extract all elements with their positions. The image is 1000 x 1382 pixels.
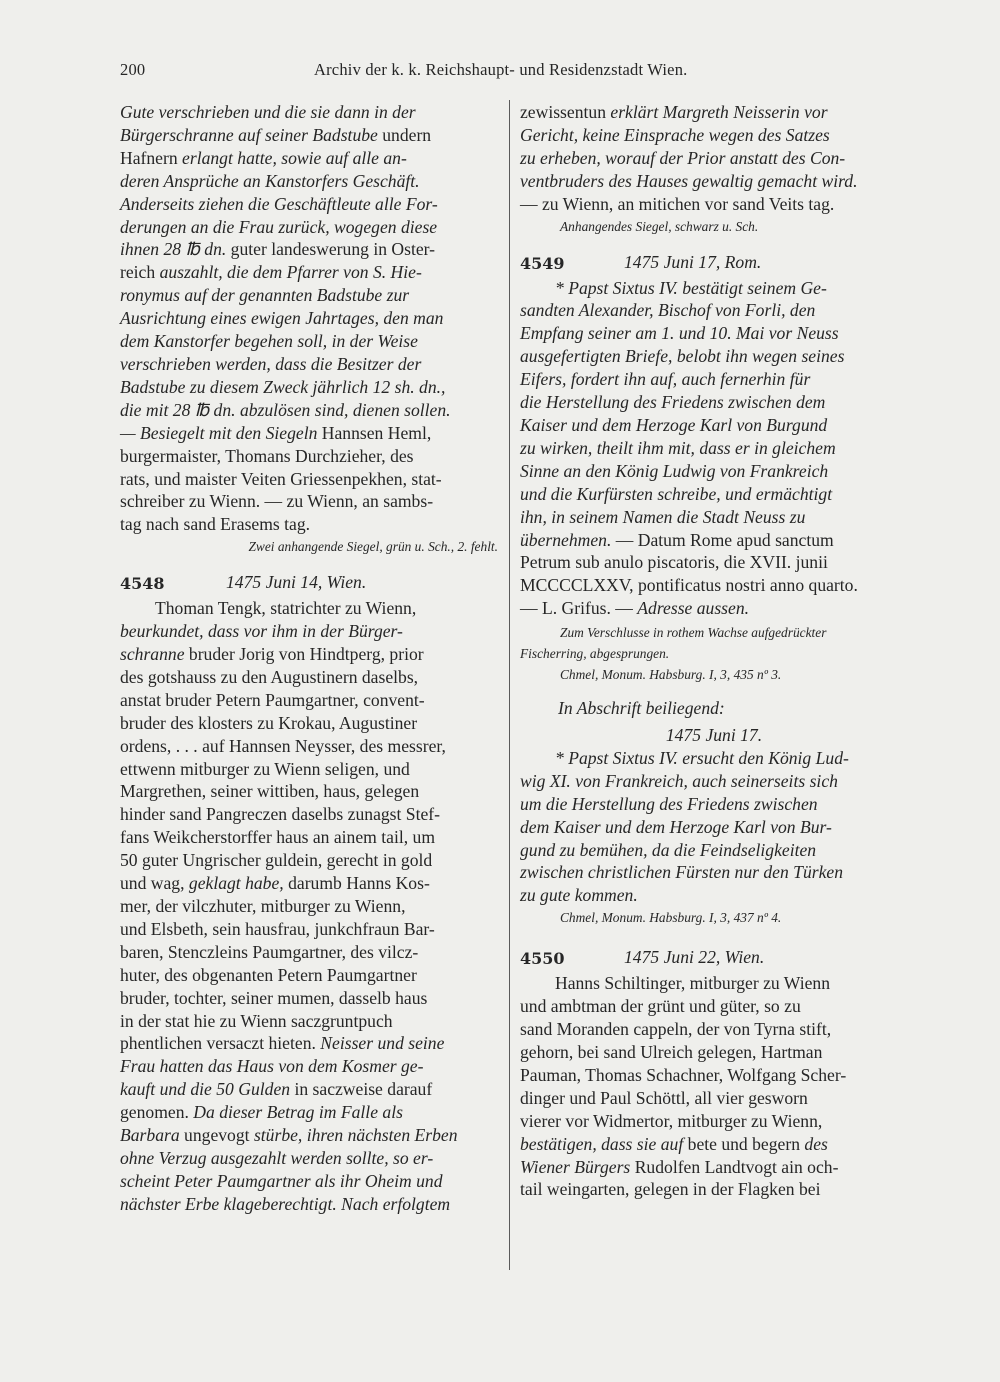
- text-line: Kaiser und dem Herzoge Karl von Burgund: [520, 414, 828, 435]
- text-line: Sinne an den König Ludwig von Frankreich: [520, 460, 829, 481]
- text-line: * Papst Sixtus IV. ersucht den König Lud-: [555, 747, 849, 768]
- text-line: Hafnern erlangt hatte, sowie auf alle an-: [120, 147, 407, 168]
- entry-number: 4549: [520, 253, 565, 273]
- text-line: vierer vor Widmertor, mitburger zu Wienn,: [520, 1110, 823, 1131]
- entry-header: [520, 251, 908, 275]
- column-divider: [509, 100, 510, 1270]
- text-line: ihn, in seinem Namen die Stadt Neuss zu: [520, 506, 806, 527]
- text-line: — L. Grifus. — Adresse aussen.: [520, 598, 750, 619]
- page-header: [120, 60, 900, 86]
- source-reference: Chmel, Monum. Habsburg. I, 3, 437 nº 4.: [560, 910, 782, 926]
- text-line: Frau hatten das Haus von dem Kosmer ge-: [120, 1056, 424, 1077]
- entry-header: [120, 571, 498, 595]
- text-line: ettwenn mitburger zu Wienn seligen, und: [120, 758, 410, 779]
- text-line: sand Moranden cappeln, der von Tyrna stift,: [520, 1019, 832, 1040]
- text-line: gehorn, bei sand Ulreich gelegen, Hartman: [520, 1042, 823, 1062]
- text-line: des gotshauss zu den Augustinern daselbs,: [120, 666, 419, 687]
- text-line: und ambtman der grünt und güter, so zu: [520, 996, 801, 1017]
- text-line: reich auszahlt, die dem Pfarrer von S. Hie-: [120, 262, 422, 283]
- text-line: schreiber zu Wienn. — zu Wienn, an sambs-: [120, 491, 434, 512]
- source-reference: Chmel, Monum. Habsburg. I, 3, 435 nº 3.: [560, 667, 782, 683]
- text-line: Bürgerschranne auf seiner Badstube undern: [120, 124, 432, 145]
- text-line: genomen. Da dieser Betrag im Falle als: [120, 1102, 403, 1123]
- entry-header: [520, 946, 908, 970]
- text-line: Eifers, fordert ihn auf, auch fernerhin für: [520, 369, 811, 390]
- text-line: anstat bruder Petern Paumgartner, convent-: [120, 689, 425, 710]
- text-line: in der stat hie zu Wienn saczgruntpuch: [120, 1010, 393, 1031]
- text-line: Gericht, keine Einsprache wegen des Satzes: [520, 124, 830, 145]
- text-line: Pauman, Thomas Schachner, Wolfgang Scher-: [520, 1064, 847, 1085]
- text-line: mer, der vilczhuter, mitburger zu Wienn,: [120, 896, 406, 916]
- text-line: hinder sand Pangreczen daselbs zunagst Stef-: [120, 804, 441, 825]
- entry-4549: [520, 251, 908, 929]
- text-line: tail weingarten, gelegen in der Flagken bei: [520, 1179, 821, 1200]
- text-line: burgermaister, Thomans Durchzieher, des: [120, 445, 414, 466]
- text-line: Badstube zu diesem Zweck jährlich 12 sh. dn.,: [120, 376, 446, 397]
- text-line: Ausrichtung eines ewigen Jahrtages, den man: [120, 308, 444, 329]
- entry-date: 1475 Juni 17, Rom.: [624, 251, 762, 272]
- text-line: dinger und Paul Schöttl, all vier gesworn: [520, 1087, 808, 1108]
- text-line: bestätigen, dass sie auf bete und begern des: [520, 1133, 828, 1154]
- text-line: zwischen christlichen Fürsten nur den Türken: [520, 862, 844, 883]
- text-line: und die Kurfürsten schreibe, und ermächtigt: [520, 483, 833, 504]
- text-line: die mit 28 ℔ dn. abzulösen sind, dienen sollen.: [120, 399, 451, 420]
- text-line: ohne Verzug ausgezahlt werden sollte, so er-: [120, 1147, 434, 1168]
- entry-4547-continuation: [120, 101, 498, 557]
- entry-4548: [120, 571, 498, 1215]
- text-line: und wag, geklagt habe, darumb Hanns Kos-: [120, 873, 430, 894]
- entry-number: 4550: [520, 949, 565, 969]
- seal-note: Anhangendes Siegel, schwarz u. Sch.: [560, 218, 759, 234]
- text-line: tag nach sand Erasems tag.: [120, 514, 311, 535]
- text-line: ihnen 28 ℔ dn. guter landeswerung in Oster-: [120, 239, 436, 260]
- text-line: Petrum sub anulo piscatoris, die XVII. junii: [520, 552, 828, 573]
- seal-note-continued: Fischerring, abgesprungen.: [520, 646, 670, 662]
- text-line: huter, des obgenanten Petern Paumgartner: [120, 964, 417, 985]
- text-line: schranne bruder Jorig von Hindtperg, prior: [120, 644, 424, 665]
- text-line: ronymus auf der genannten Badstube zur: [120, 285, 410, 306]
- text-line: Margrethen, seiner wittiben, haus, gelegen: [120, 781, 420, 802]
- text-line: phentlichen versaczt hieten. Neisser und seine: [120, 1033, 445, 1054]
- text-line: Empfang seiner am 1. und 10. Mai vor Neuss: [520, 323, 839, 344]
- text-line: baren, Stenczleins Paumgartner, des vilcz-: [120, 941, 419, 962]
- entry-date: 1475 Juni 22, Wien.: [624, 947, 765, 968]
- text-line: Wiener Bürgers Rudolfen Landtvogt ain och-: [520, 1156, 839, 1177]
- text-line: wig XI. von Frankreich, auch seinerseits sich: [520, 770, 838, 791]
- seal-note: Zwei anhangende Siegel, grün u. Sch., 2. fehlt.: [248, 539, 498, 555]
- text-line: derungen an die Frau zurück, wogegen diese: [120, 216, 438, 237]
- text-line: ordens, . . . auf Hannsen Neysser, des messrer,: [120, 735, 446, 756]
- text-line: bruder, tochter, seiner mumen, dasselb haus: [120, 987, 428, 1008]
- copy-heading: In Abschrift beiliegend:: [558, 698, 725, 719]
- text-line: übernehmen. — Datum Rome apud sanctum: [520, 529, 834, 550]
- text-line: zu gute kommen.: [520, 885, 638, 906]
- text-line: Thoman Tengk, statrichter zu Wienn,: [155, 598, 417, 619]
- text-line: — Besiegelt mit den Siegeln Hannsen Heml,: [120, 422, 432, 443]
- text-line: verschrieben werden, dass die Besitzer der: [120, 353, 422, 374]
- entry-4548-continuation: [520, 101, 908, 237]
- text-line: sandten Alexander, Bischof von Forli, den: [520, 300, 816, 321]
- text-line: — zu Wienn, an mitichen vor sand Veits tag.: [520, 193, 835, 214]
- text-line: MCCCCLXXV, pontificatus nostri anno quarto.: [520, 575, 858, 596]
- text-line: fans Weikcherstorffer haus an ainem tail, um: [120, 827, 436, 848]
- copy-date: 1475 Juni 17.: [665, 725, 763, 746]
- entry-number: 4548: [120, 574, 165, 594]
- seal-note: Zum Verschlusse in rothem Wachse aufgedrückter: [560, 625, 827, 641]
- text-line: Gute verschrieben und die sie dann in der: [120, 102, 416, 122]
- text-line: beurkundet, dass vor ihm in der Bürger-: [120, 621, 403, 642]
- text-line: zu erheben, worauf der Prior anstatt des Con-: [520, 147, 846, 168]
- text-line: Anderseits ziehen die Geschäftleute alle For-: [120, 193, 438, 214]
- text-line: ausgefertigten Briefe, belobt ihn wegen seines: [520, 346, 845, 367]
- text-line: 50 guter Ungrischer guldein, gerecht in gold: [120, 850, 433, 871]
- text-line: die Herstellung des Friedens zwischen dem: [520, 392, 826, 413]
- text-line: um die Herstellung des Friedens zwischen: [520, 793, 818, 814]
- text-line: ventbruders des Hauses gewaltig gemacht wird.: [520, 170, 858, 191]
- text-line: nächster Erbe klageberechtigt. Nach erfolgtem: [120, 1193, 451, 1214]
- text-line: deren Ansprüche an Kanstorfers Geschäft.: [120, 170, 420, 191]
- text-line: rats, und maister Veiten Griessenpekhen, stat-: [120, 468, 442, 489]
- text-line: bruder des klosters zu Krokau, Augustiner: [120, 712, 418, 733]
- text-line: Hanns Schiltinger, mitburger zu Wienn: [555, 973, 830, 994]
- text-line: * Papst Sixtus IV. bestätigt seinem Ge-: [555, 277, 827, 298]
- text-line: dem Kaiser und dem Herzoge Karl von Bur-: [520, 816, 832, 837]
- text-line: dem Kanstorfer begehen soll, in der Weise: [120, 331, 418, 352]
- text-line: Barbara ungevogt stürbe, ihren nächsten Erben: [120, 1125, 458, 1146]
- text-line: scheint Peter Paumgartner als ihr Oheim und: [120, 1170, 443, 1191]
- page-number: 200: [120, 60, 146, 79]
- text-line: gund zu bemühen, da die Feindseligkeiten: [520, 839, 817, 860]
- entry-date: 1475 Juni 14, Wien.: [226, 572, 367, 593]
- entry-4550: [520, 946, 908, 1201]
- text-line: zewissentun erklärt Margreth Neisserin vor: [520, 102, 828, 122]
- text-line: kauft und die 50 Gulden in saczweise darauf: [120, 1079, 433, 1100]
- text-line: und Elsbeth, sein hausfrau, junkchfraun Bar-: [120, 918, 435, 939]
- left-column: [120, 101, 498, 1216]
- text-line: zu wirken, theilt ihm mit, dass er in gleichem: [520, 437, 836, 458]
- running-title: Archiv der k. k. Reichshaupt- und Residenzstadt Wien.: [314, 60, 688, 79]
- right-column: [520, 101, 908, 1201]
